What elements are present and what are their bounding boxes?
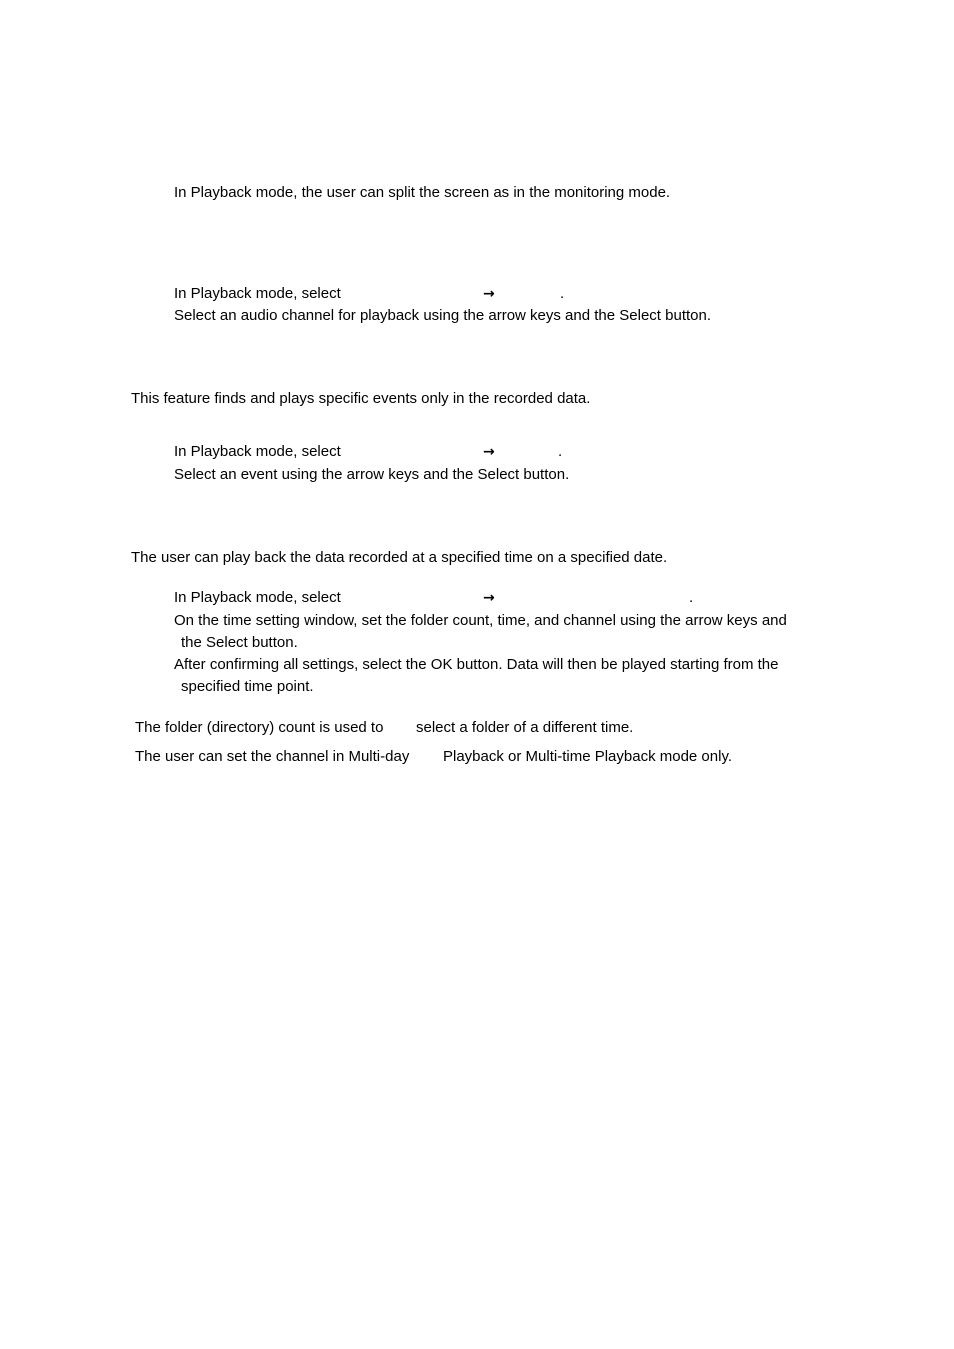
time-step-3-line-1: After confirming all settings, select the OK button. Data will then be played starting from the (174, 656, 779, 673)
time-step-2-line-1: On the time setting window, set the folder count, time, and channel using the arrow keys and (174, 612, 787, 629)
note-1-part-a: The folder (directory) count is used to (135, 719, 384, 736)
event-step-1: In Playback mode, select (174, 443, 341, 460)
arrow-right-icon: → (483, 444, 495, 460)
arrow-right-icon: → (483, 286, 495, 302)
audio-step-1-period: . (560, 285, 565, 302)
arrow-right-icon: → (483, 590, 495, 606)
note-1-part-b: select a folder of a different time. (416, 719, 634, 736)
event-intro: This feature finds and plays specific events only in the recorded data. (131, 390, 591, 407)
time-step-1: In Playback mode, select (174, 589, 341, 606)
audio-step-2: Select an audio channel for playback using the arrow keys and the Select button. (174, 307, 712, 324)
time-step-2-line-2: the Select button. (181, 634, 298, 651)
note-2-part-a: The user can set the channel in Multi-day (135, 748, 410, 765)
time-intro: The user can play back the data recorded at a specified time on a specified date. (131, 549, 668, 566)
split-screen-text: In Playback mode, the user can split the screen as in the monitoring mode. (174, 184, 671, 201)
audio-step-1: In Playback mode, select (174, 285, 341, 302)
time-step-3-line-2: specified time point. (181, 678, 314, 695)
event-step-2: Select an event using the arrow keys and the Select button. (174, 466, 570, 483)
time-step-1-period: . (689, 589, 694, 606)
event-step-1-period: . (558, 443, 563, 460)
note-2-part-b: Playback or Multi-time Playback mode only. (443, 748, 732, 765)
